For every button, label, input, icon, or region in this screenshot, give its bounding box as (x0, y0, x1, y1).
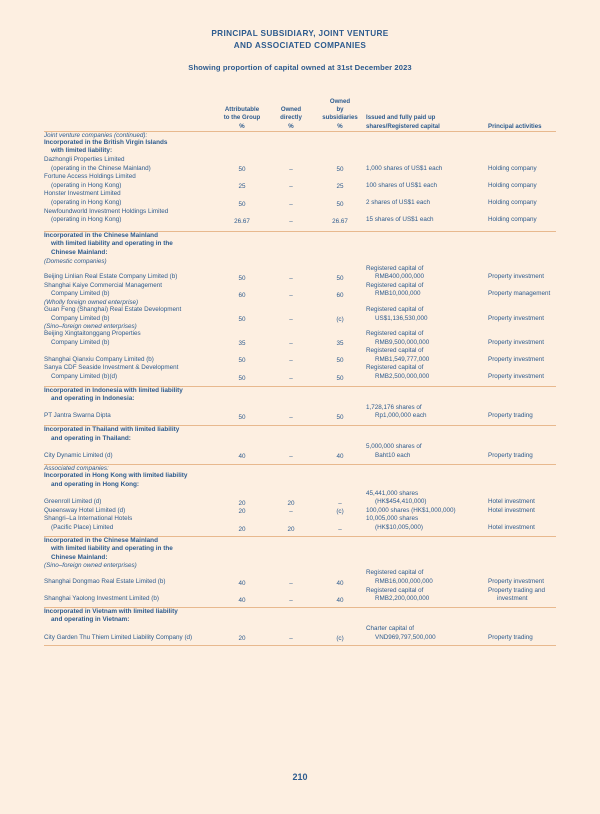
attributable-value: 50 (238, 374, 246, 382)
principal-activity (488, 265, 556, 282)
issued-capital-line1: Registered capital of (366, 569, 424, 577)
section-heading-thailand-l2: and operating in Thailand: (51, 434, 131, 442)
attributable-value: 20 (238, 499, 246, 507)
issued-capital-line2: RMB10,000,000 (375, 290, 421, 298)
owned-directly-value: 20 (287, 525, 295, 533)
company-name (44, 208, 216, 225)
principal-activity (488, 190, 556, 207)
company-name-line2: Company Limited (b) (51, 314, 110, 322)
section-heading-thailand-l1: Incorporated in Thailand with limited liability (44, 426, 180, 434)
col-header-owned-by-subs-l3: subsidiaries (322, 114, 358, 122)
col-header-principal-activities (488, 98, 556, 131)
section-heading-hong-kong (44, 472, 556, 489)
issued-capital-line2: RMB2,200,000,000 (375, 595, 430, 603)
col-header-owned-by-subsidiaries (314, 98, 366, 131)
owned-directly-value: – (289, 414, 293, 422)
owned-directly-value: – (289, 166, 293, 174)
attributable-value: 25 (238, 183, 246, 191)
issued-capital-line1: Registered capital of (366, 281, 424, 289)
owned-by-subsidiaries-value: 40 (336, 596, 344, 604)
issued-capital-line1: 15 shares of US$1 each (366, 216, 434, 224)
principal-activity (488, 330, 556, 347)
section-heading-thailand (44, 426, 556, 443)
company-name (44, 282, 216, 299)
company-name-line1: Fortune Access Holdings Limited (44, 173, 136, 181)
group-label-row (44, 562, 556, 569)
group-wholly-foreign-owned: (Wholly foreign owned enterprise) (44, 298, 139, 306)
issued-capital (366, 208, 488, 225)
col-header-owned-directly-l1: Owned (280, 106, 302, 114)
issued-capital-line1: Registered capital of (366, 364, 424, 372)
owned-directly-value: – (289, 316, 293, 324)
attributable-value: 26.67 (234, 217, 250, 225)
issued-capital-line2: Rp1,000,000 each (375, 412, 427, 420)
owned-by-subsidiaries-value: 50 (336, 414, 344, 422)
issued-capital (366, 515, 488, 532)
company-name-line2: Company Limited (b)(d) (51, 373, 118, 381)
company-name (44, 265, 216, 282)
section-heading-vietnam-l1: Incorporated in Vietnam with limited liability (44, 607, 178, 615)
issued-capital-line1: Registered capital of (366, 264, 424, 272)
company-name-line1: Shangri–La International Hotels (44, 515, 133, 523)
issued-capital (366, 282, 488, 299)
owned-by-subsidiaries-value: 25 (336, 183, 344, 191)
section-heading-row (44, 426, 556, 443)
issued-capital-line1: 2 shares of US$1 each (366, 198, 431, 206)
company-name-line2: (Pacific Place) Limited (51, 523, 114, 531)
company-name-line2: (operating in the Chinese Mainland) (51, 164, 151, 172)
principal-activity-line1: Property investment (488, 355, 544, 363)
principal-activity (488, 490, 556, 507)
owned-directly-value: – (289, 274, 293, 282)
principal-activity-line1: Property investment (488, 577, 544, 585)
issued-capital (366, 587, 488, 604)
group-label-row (44, 131, 556, 139)
issued-capital-line1: 100,000 shares (HK$1,000,000) (366, 506, 456, 514)
section-heading-cn2-l3: Chinese Mainland: (51, 553, 108, 561)
company-name-line1: City Garden Thu Thiem Limited Liability Company (d) (44, 633, 193, 641)
issued-capital (366, 190, 488, 207)
group-jv-continued: Joint venture companies (continued): (44, 131, 148, 139)
company-name-line2: (operating in Hong Kong) (51, 181, 122, 189)
section-heading-vietnam (44, 608, 556, 625)
issued-capital-line1: 5,000,000 shares of (366, 443, 422, 451)
attributable-value: 50 (238, 166, 246, 174)
table-header (44, 98, 556, 131)
issued-capital (366, 306, 488, 323)
principal-activity (488, 587, 556, 604)
col-header-owned-directly (268, 98, 314, 131)
attributable-value: 20 (238, 635, 246, 643)
company-name (44, 490, 216, 507)
issued-capital-line1: 1,000 shares of US$1 each (366, 164, 443, 172)
issued-capital-line2: RMB9,500,000,000 (375, 338, 430, 346)
principal-activity-line1: Holding company (488, 198, 537, 206)
col-header-issued-l1: Issued and fully paid up (366, 114, 436, 122)
owned-by-subsidiaries-value: 50 (336, 200, 344, 208)
company-name-line1: Guan Feng (Shanghai) Real Estate Development (44, 305, 182, 313)
issued-capital-line1: 1,728,176 shares of (366, 403, 422, 411)
issued-capital-line2: RMB2,500,000,000 (375, 373, 430, 381)
issued-capital (366, 404, 488, 421)
principal-activity-line1: Property investment (488, 373, 544, 381)
table-row (44, 443, 556, 460)
issued-capital (366, 569, 488, 586)
table-row (44, 265, 556, 282)
issued-capital (366, 265, 488, 282)
principal-activity-line1: Holding company (488, 181, 537, 189)
issued-capital (366, 490, 488, 507)
company-name-line1: Shanghai Qianxiu Company Limited (b) (44, 355, 154, 363)
page-header (0, 0, 600, 72)
principal-activity (488, 282, 556, 299)
owned-directly-value: – (289, 635, 293, 643)
attributable-value: 50 (238, 200, 246, 208)
document-subtitle: Showing proportion of capital owned at 31st December 2023 (188, 63, 412, 72)
issued-capital-line2: (HK$454,410,000) (375, 498, 427, 506)
table-row (44, 507, 556, 516)
table-row (44, 208, 556, 225)
subsidiaries-table (44, 98, 556, 646)
section-heading-row (44, 387, 556, 404)
issued-capital-line2: RMB16,000,000,000 (375, 577, 433, 585)
section-heading-row (44, 608, 556, 625)
principal-activity (488, 173, 556, 190)
owned-by-subsidiaries-value: (c) (336, 635, 344, 643)
section-heading-cn2-l2: with limited liability and operating in the (51, 545, 173, 553)
group-sino-foreign-owned: (Sino–foreign owned enterprises) (44, 323, 137, 331)
owned-directly-value: – (289, 508, 293, 516)
principal-activity-line1: Hotel investment (488, 506, 535, 514)
attributable-value: 40 (238, 579, 246, 587)
owned-by-subsidiaries-value: 50 (336, 274, 344, 282)
company-name-line1: Beijing Xingtaitonggang Properties (44, 330, 141, 338)
table-row (44, 173, 556, 190)
issued-capital-line1: Registered capital of (366, 586, 424, 594)
company-name-line1: Honster Investment Limited (44, 190, 121, 198)
section-heading-row (44, 139, 556, 156)
section-heading-hk-l1: Incorporated in Hong Kong with limited liability (44, 472, 188, 480)
issued-capital (366, 443, 488, 460)
section-heading-chinese-mainland (44, 232, 556, 258)
issued-capital-line1: Charter capital of (366, 624, 414, 632)
table-row (44, 347, 556, 364)
company-name (44, 443, 216, 460)
issued-capital (366, 364, 488, 381)
issued-capital-line2: RMB1,549,777,000 (375, 355, 430, 363)
col-header-owned-by-subs-l4: % (337, 122, 343, 130)
section-heading-bvi-l2: with limited liability: (51, 147, 113, 155)
section-rule (44, 646, 556, 647)
issued-capital-line1: Registered capital of (366, 330, 424, 338)
company-name (44, 507, 216, 516)
table-row (44, 282, 556, 299)
issued-capital (366, 507, 488, 516)
owned-directly-value: – (289, 217, 293, 225)
owned-by-subsidiaries-value: 26.67 (332, 217, 348, 225)
table-row (44, 625, 556, 642)
section-heading-indonesia-l1: Incorporated in Indonesia with limited liability (44, 386, 183, 394)
company-name-line1: Shanghai Kaiye Commercial Management (44, 281, 162, 289)
owned-directly-value: – (289, 357, 293, 365)
table-row (44, 306, 556, 323)
principal-activity-line1: Holding company (488, 164, 537, 172)
company-name-line1: Newfoundworld Investment Holdings Limited (44, 207, 169, 215)
company-name-line1: Beijing Linlian Real Estate Company Limited (b) (44, 273, 178, 281)
table-row (44, 587, 556, 604)
section-heading-bvi-l1: Incorporated in the British Virgin Islands (44, 138, 168, 146)
group-label-row (44, 299, 556, 306)
document-title-line2: AND ASSOCIATED COMPANIES (233, 40, 367, 50)
attributable-value: 50 (238, 357, 246, 365)
col-header-attributable-l3: % (239, 122, 245, 130)
principal-activity (488, 625, 556, 642)
principal-activity-line1: Property investment (488, 273, 544, 281)
company-name-line2: Company Limited (b) (51, 338, 110, 346)
company-name (44, 173, 216, 190)
owned-by-subsidiaries-value: 40 (336, 579, 344, 587)
principal-activity-line1: Property investment (488, 338, 544, 346)
section-heading-row (44, 537, 556, 563)
issued-capital-line2: (HK$10,005,000) (375, 523, 423, 531)
table-row (44, 515, 556, 532)
col-header-name (44, 98, 216, 131)
owned-directly-value: – (289, 596, 293, 604)
section-heading-chinese-mainland-2 (44, 537, 556, 563)
principal-activity (488, 208, 556, 225)
section-heading-hk-l2: and operating in Hong Kong: (51, 481, 140, 488)
attributable-value: 50 (238, 274, 246, 282)
section-heading-row (44, 472, 556, 489)
issued-capital (366, 173, 488, 190)
table-body (44, 131, 556, 646)
owned-by-subsidiaries-value: 35 (336, 340, 344, 348)
principal-activity (488, 515, 556, 532)
owned-directly-value: 20 (287, 499, 295, 507)
principal-activity-line1: Hotel investment (488, 523, 535, 531)
principal-activity-line1: Property trading (488, 412, 533, 420)
issued-capital-line1: Registered capital of (366, 347, 424, 355)
group-sino-foreign-owned-2: (Sino–foreign owned enterprises) (44, 562, 137, 570)
col-header-owned-by-subs-l2: by (336, 106, 344, 114)
col-header-owned-directly-l2: directly (280, 114, 302, 122)
owned-directly-value: – (289, 374, 293, 382)
document-title-line1: PRINCIPAL SUBSIDIARY, JOINT VENTURE (211, 29, 389, 38)
principal-activity-line2: investment (497, 595, 528, 603)
group-label-row (44, 323, 556, 330)
col-header-attributable-l1: Attributable (224, 106, 260, 114)
company-name-line2: (operating in Hong Kong) (51, 216, 122, 224)
principal-activity-line1: Property trading (488, 451, 533, 459)
owned-by-subsidiaries-value: (c) (336, 508, 344, 516)
company-name-line1: Sanya CDF Seaside Investment & Development (44, 364, 179, 372)
section-heading-indonesia (44, 387, 556, 404)
company-name (44, 569, 216, 586)
principal-activity-line1: Property trading and (488, 586, 546, 594)
principal-activity-line1: Property investment (488, 314, 544, 322)
attributable-value: 60 (238, 291, 246, 299)
issued-capital-line2: VND969,797,500,000 (375, 633, 436, 641)
issued-capital (366, 347, 488, 364)
company-name-line1: Greenroll Limited (d) (44, 498, 102, 506)
section-heading-indonesia-l2: and operating in Indonesia: (51, 395, 135, 403)
principal-activity (488, 443, 556, 460)
company-name-line1: City Dynamic Limited (d) (44, 451, 113, 459)
company-name-line1: Shanghai Yaolong Investment Limited (b) (44, 595, 159, 603)
table-row (44, 364, 556, 381)
principal-activity (488, 306, 556, 323)
group-associated-companies: Associated companies: (44, 465, 109, 473)
company-name (44, 587, 216, 604)
company-name-line1: Dazhongli Properties Limited (44, 156, 125, 163)
table-row (44, 156, 556, 173)
col-header-owned-directly-l3: % (288, 122, 294, 130)
page-number: 210 (292, 772, 308, 782)
group-domestic-companies: (Domestic companies) (44, 257, 107, 265)
company-name (44, 364, 216, 381)
company-name (44, 404, 216, 421)
attributable-value: 40 (238, 453, 246, 461)
table-row (44, 330, 556, 347)
issued-capital (366, 330, 488, 347)
company-name-line2: Company Limited (b) (51, 290, 110, 298)
owned-directly-value: – (289, 453, 293, 461)
owned-by-subsidiaries-value: 60 (336, 291, 344, 299)
table-row (44, 569, 556, 586)
owned-directly-value: – (289, 291, 293, 299)
principal-activity (488, 364, 556, 381)
principal-activity (488, 507, 556, 516)
company-name-line1: Queensway Hotel Limited (d) (44, 506, 126, 514)
col-header-issued-l2: shares/Registered capital (366, 122, 440, 130)
principal-activity (488, 569, 556, 586)
company-name (44, 156, 216, 173)
table-row (44, 490, 556, 507)
group-label-row (44, 258, 556, 265)
issued-capital-line2: US$1,136,530,000 (375, 314, 428, 322)
col-header-issued-capital (366, 98, 488, 131)
company-name (44, 306, 216, 323)
issued-capital (366, 625, 488, 642)
col-header-attributable-l2: to the Group (223, 114, 261, 122)
col-header-owned-by-subs-l1: Owned (329, 98, 351, 105)
attributable-value: 20 (238, 508, 246, 516)
principal-activity-line1: Property trading (488, 633, 533, 641)
attributable-value: 40 (238, 596, 246, 604)
issued-capital-line1: Registered capital of (366, 305, 424, 313)
principal-activity-line1: Holding company (488, 216, 537, 224)
col-header-activities-label: Principal activities (488, 122, 542, 130)
attributable-value: 50 (238, 316, 246, 324)
table-row (44, 190, 556, 207)
section-heading-cn2-l1: Incorporated in the Chinese Mainland (44, 536, 158, 544)
principal-activity (488, 347, 556, 364)
company-name (44, 330, 216, 347)
principal-activity (488, 404, 556, 421)
owned-directly-value: – (289, 340, 293, 348)
attributable-value: 50 (238, 414, 246, 422)
company-name-line2: (operating in Hong Kong) (51, 198, 122, 206)
issued-capital (366, 156, 488, 173)
group-label-row (44, 465, 556, 472)
company-name (44, 515, 216, 532)
attributable-value: 35 (238, 340, 246, 348)
issued-capital-line1: 10,005,000 shares (366, 515, 419, 523)
issued-capital-line1: 45,441,000 shares (366, 489, 419, 497)
section-heading-cn-l3: Chinese Mainland: (51, 248, 108, 256)
attributable-value: 20 (238, 525, 246, 533)
company-name (44, 190, 216, 207)
section-heading-vietnam-l2: and operating in Vietnam: (51, 616, 130, 624)
owned-directly-value: – (289, 200, 293, 208)
owned-by-subsidiaries-value: (c) (336, 316, 344, 324)
company-name (44, 347, 216, 364)
section-heading-cn-l2: with limited liability and operating in the (51, 240, 173, 248)
section-heading-bvi (44, 139, 556, 156)
issued-capital-line1: 100 shares of US$1 each (366, 181, 438, 189)
company-name-line1: Shanghai Dongmao Real Estate Limited (b) (44, 577, 166, 585)
issued-capital-line2: RMB400,000,000 (375, 273, 425, 281)
owned-directly-value: – (289, 579, 293, 587)
col-header-attributable (216, 98, 268, 131)
principal-activity-line1: Hotel investment (488, 498, 535, 506)
principal-activity (488, 156, 556, 173)
section-heading-cn-l1: Incorporated in the Chinese Mainland (44, 231, 158, 239)
section-heading-row (44, 232, 556, 258)
owned-by-subsidiaries-value: – (338, 499, 342, 507)
owned-by-subsidiaries-value: 50 (336, 166, 344, 174)
company-name (44, 625, 216, 642)
company-name-line1: PT Jantra Swarna Dipta (44, 412, 111, 420)
principal-activity-line1: Property management (488, 290, 551, 298)
table-row (44, 404, 556, 421)
owned-by-subsidiaries-value: 40 (336, 453, 344, 461)
owned-directly-value: – (289, 183, 293, 191)
owned-by-subsidiaries-value: 50 (336, 374, 344, 382)
owned-by-subsidiaries-value: 50 (336, 357, 344, 365)
owned-by-subsidiaries-value: – (338, 525, 342, 533)
issued-capital-line2: Baht10 each (375, 451, 411, 459)
